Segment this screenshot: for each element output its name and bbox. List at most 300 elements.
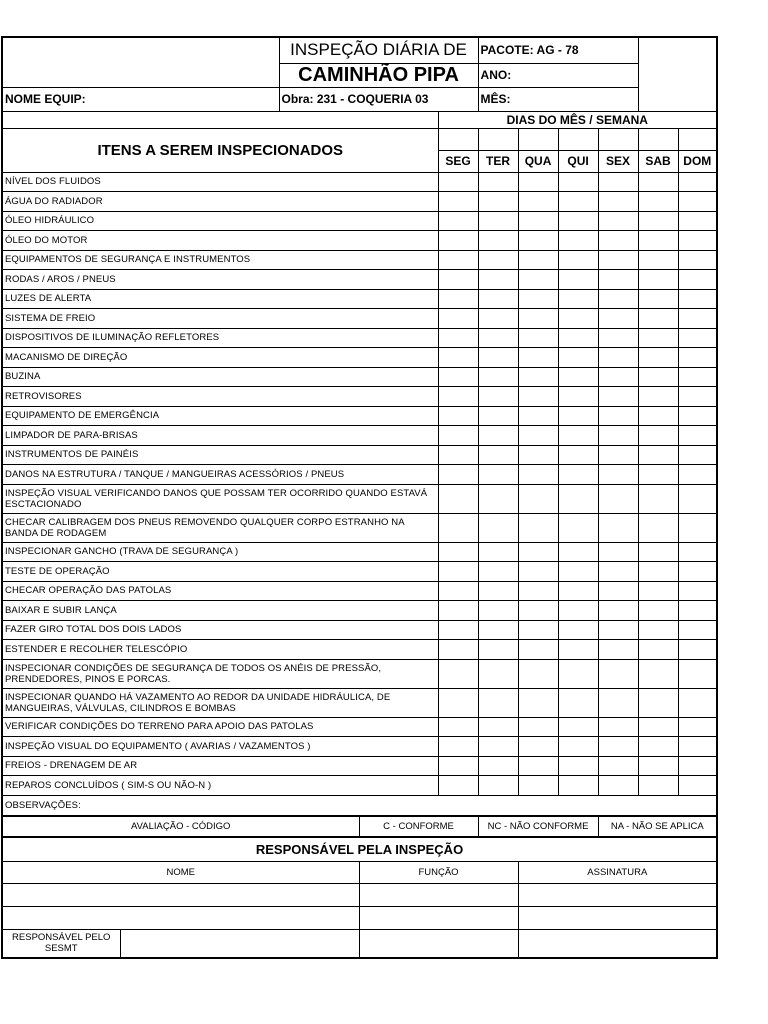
check-cell[interactable] [598,348,638,368]
check-cell[interactable] [518,620,558,640]
check-cell[interactable] [598,620,638,640]
table-row [2,192,717,212]
check-cell[interactable] [478,513,518,542]
check-cell[interactable] [598,231,638,251]
table-row [2,367,717,387]
check-cell[interactable] [598,367,638,387]
check-cell[interactable] [438,465,478,485]
check-cell[interactable] [638,542,678,562]
inspection-item-label: CHECAR OPERAÇÃO DAS PATOLAS [2,581,438,601]
check-cell[interactable] [598,737,638,757]
inspection-item-label: BUZINA [2,367,438,387]
check-cell[interactable] [678,688,717,717]
check-cell[interactable] [438,309,478,329]
check-cell[interactable] [518,426,558,446]
check-cell[interactable] [598,717,638,737]
check-cell[interactable] [638,289,678,309]
check-cell[interactable] [558,465,598,485]
check-cell[interactable] [678,756,717,776]
inspection-item-label: RETROVISORES [2,387,438,407]
sesmt-funcao-input[interactable] [359,929,518,958]
check-cell[interactable] [678,717,717,737]
table-row [2,484,717,513]
pacote-label: PACOTE: AG - 78 [478,37,638,63]
assinatura-header: ASSINATURA [518,861,717,883]
check-cell[interactable] [518,367,558,387]
mes-field[interactable]: MÊS: [478,87,638,111]
check-cell[interactable] [518,406,558,426]
check-cell[interactable] [598,387,638,407]
check-cell[interactable] [638,620,678,640]
check-cell[interactable] [478,348,518,368]
check-cell[interactable] [598,659,638,688]
check-cell[interactable] [558,688,598,717]
check-cell[interactable] [478,542,518,562]
check-cell[interactable] [638,426,678,446]
inspection-table [1,36,718,959]
check-cell[interactable] [558,406,598,426]
table-row [2,348,717,368]
check-cell[interactable] [518,289,558,309]
inspection-item-label: ÁGUA DO RADIADOR [2,192,438,212]
check-cell[interactable] [438,406,478,426]
check-cell[interactable] [598,172,638,192]
assinatura-input[interactable] [518,883,717,906]
check-cell[interactable] [438,211,478,231]
check-cell[interactable] [678,406,717,426]
check-cell[interactable] [558,601,598,621]
check-cell[interactable] [558,542,598,562]
check-cell[interactable] [558,387,598,407]
check-cell[interactable] [518,309,558,329]
dias-mes-semana-label: DIAS DO MÊS / SEMANA [438,111,717,128]
check-cell[interactable] [638,270,678,290]
day-header-qui: QUI [558,150,598,172]
check-cell[interactable] [558,192,598,212]
sesmt-nome-input[interactable] [120,929,359,958]
day-date-cell[interactable] [638,128,678,150]
check-cell[interactable] [598,192,638,212]
day-date-cell[interactable] [558,128,598,150]
check-cell[interactable] [478,737,518,757]
check-cell[interactable] [638,737,678,757]
sesmt-assinatura-input[interactable] [518,929,717,958]
table-row [2,640,717,660]
check-cell[interactable] [638,659,678,688]
day-date-cell[interactable] [598,128,638,150]
check-cell[interactable] [678,542,717,562]
check-cell[interactable] [558,309,598,329]
check-cell[interactable] [638,309,678,329]
check-cell[interactable] [438,562,478,582]
check-cell[interactable] [558,513,598,542]
check-cell[interactable] [478,367,518,387]
check-cell[interactable] [518,688,558,717]
check-cell[interactable] [558,270,598,290]
check-cell[interactable] [518,640,558,660]
day-header-dom: DOM [678,150,717,172]
check-cell[interactable] [478,406,518,426]
check-cell[interactable] [638,211,678,231]
check-cell[interactable] [438,737,478,757]
check-cell[interactable] [438,289,478,309]
check-cell[interactable] [518,756,558,776]
nome-input[interactable] [2,883,359,906]
inspection-item-label: ÓLEO HIDRÁULICO [2,211,438,231]
check-cell[interactable] [438,542,478,562]
day-date-cell[interactable] [438,128,478,150]
ano-field[interactable]: ANO: [478,63,638,87]
check-cell[interactable] [678,445,717,465]
check-cell[interactable] [478,562,518,582]
check-cell[interactable] [558,717,598,737]
check-cell[interactable] [598,465,638,485]
inspection-item-label: MACANISMO DE DIREÇÃO [2,348,438,368]
check-cell[interactable] [438,601,478,621]
check-cell[interactable] [598,309,638,329]
check-cell[interactable] [598,270,638,290]
check-cell[interactable] [558,776,598,796]
check-cell[interactable] [678,172,717,192]
check-cell[interactable] [638,465,678,485]
check-cell[interactable] [438,756,478,776]
check-cell[interactable] [438,513,478,542]
check-cell[interactable] [478,328,518,348]
inspection-item-label: ESTENDER E RECOLHER TELESCÓPIO [2,640,438,660]
check-cell[interactable] [558,756,598,776]
check-cell[interactable] [638,756,678,776]
check-cell[interactable] [638,231,678,251]
check-cell[interactable] [478,601,518,621]
table-row [2,406,717,426]
check-cell[interactable] [558,640,598,660]
check-cell[interactable] [678,192,717,212]
table-row [2,250,717,270]
check-cell[interactable] [518,172,558,192]
table-row [2,601,717,621]
check-cell[interactable] [518,776,558,796]
itens-title: ITENS A SEREM INSPECIONADOS [2,128,438,172]
check-cell[interactable] [678,601,717,621]
check-cell[interactable] [438,172,478,192]
check-cell[interactable] [478,484,518,513]
check-cell[interactable] [598,562,638,582]
check-cell[interactable] [558,426,598,446]
observacoes-field[interactable]: OBSERVAÇÕES: [2,795,717,816]
check-cell[interactable] [558,172,598,192]
funcao-input[interactable] [359,906,518,929]
check-cell[interactable] [438,659,478,688]
check-cell[interactable] [518,250,558,270]
check-cell[interactable] [478,231,518,251]
check-cell[interactable] [438,581,478,601]
inspection-item-label: CHECAR CALIBRAGEM DOS PNEUS REMOVENDO QUALQUER CORPO ESTRANHO NA BANDA DE RODAGEM [2,513,438,542]
form-title-line2: CAMINHÃO PIPA [279,63,478,87]
check-cell[interactable] [558,445,598,465]
check-cell[interactable] [558,562,598,582]
check-cell[interactable] [598,406,638,426]
check-cell[interactable] [478,309,518,329]
check-cell[interactable] [438,231,478,251]
table-row [2,465,717,485]
check-cell[interactable] [478,289,518,309]
check-cell[interactable] [638,601,678,621]
check-cell[interactable] [678,640,717,660]
check-cell[interactable] [438,367,478,387]
table-row [2,717,717,737]
table-row [2,581,717,601]
check-cell[interactable] [598,445,638,465]
check-cell[interactable] [638,387,678,407]
inspection-item-label: ÓLEO DO MOTOR [2,231,438,251]
check-cell[interactable] [638,250,678,270]
table-row [2,211,717,231]
check-cell[interactable] [518,348,558,368]
check-cell[interactable] [638,581,678,601]
check-cell[interactable] [598,513,638,542]
check-cell[interactable] [478,192,518,212]
check-cell[interactable] [518,465,558,485]
check-cell[interactable] [678,231,717,251]
check-cell[interactable] [678,776,717,796]
check-cell[interactable] [678,211,717,231]
check-cell[interactable] [478,250,518,270]
check-cell[interactable] [558,231,598,251]
inspection-item-label: DANOS NA ESTRUTURA / TANQUE / MANGUEIRAS ACESSÓRIOS / PNEUS [2,465,438,485]
table-row [2,387,717,407]
header-blank-cell [2,37,279,87]
check-cell[interactable] [598,426,638,446]
inspection-item-label: EQUIPAMENTOS DE SEGURANÇA E INSTRUMENTOS [2,250,438,270]
check-cell[interactable] [558,737,598,757]
check-cell[interactable] [678,426,717,446]
check-cell[interactable] [438,348,478,368]
inspection-item-label: LUZES DE ALERTA [2,289,438,309]
inspection-item-label: INSTRUMENTOS DE PAINÉIS [2,445,438,465]
inspection-item-label: DISPOSITIVOS DE ILUMINAÇÃO REFLETORES [2,328,438,348]
inspection-item-label: SISTEMA DE FREIO [2,309,438,329]
check-cell[interactable] [438,620,478,640]
check-cell[interactable] [678,270,717,290]
check-cell[interactable] [478,172,518,192]
check-cell[interactable] [598,542,638,562]
day-date-cell[interactable] [678,128,717,150]
check-cell[interactable] [558,289,598,309]
check-cell[interactable] [678,289,717,309]
check-cell[interactable] [678,513,717,542]
check-cell[interactable] [678,737,717,757]
table-row [2,309,717,329]
check-cell[interactable] [438,426,478,446]
day-date-cell[interactable] [478,128,518,150]
check-cell[interactable] [598,581,638,601]
table-row [2,659,717,688]
check-cell[interactable] [558,328,598,348]
day-date-cell[interactable] [518,128,558,150]
check-cell[interactable] [598,776,638,796]
table-row [2,231,717,251]
check-cell[interactable] [478,756,518,776]
check-cell[interactable] [518,192,558,212]
check-cell[interactable] [598,328,638,348]
check-cell[interactable] [518,562,558,582]
check-cell[interactable] [678,484,717,513]
funcao-input[interactable] [359,883,518,906]
inspection-form [1,36,716,959]
check-cell[interactable] [598,756,638,776]
check-cell[interactable] [438,688,478,717]
table-row [2,513,717,542]
check-cell[interactable] [558,211,598,231]
inspection-item-label: VERIFICAR CONDIÇÕES DO TERRENO PARA APOIO DAS PATOLAS [2,717,438,737]
check-cell[interactable] [438,776,478,796]
check-cell[interactable] [518,270,558,290]
check-cell[interactable] [478,445,518,465]
check-cell[interactable] [518,601,558,621]
check-cell[interactable] [478,717,518,737]
check-cell[interactable] [678,348,717,368]
check-cell[interactable] [478,270,518,290]
check-cell[interactable] [558,659,598,688]
check-cell[interactable] [438,717,478,737]
check-cell[interactable] [638,776,678,796]
check-cell[interactable] [518,484,558,513]
table-row [2,328,717,348]
day-header-sex: SEX [598,150,638,172]
table-row [2,270,717,290]
check-cell[interactable] [518,445,558,465]
check-cell[interactable] [518,387,558,407]
check-cell[interactable] [478,620,518,640]
check-cell[interactable] [558,581,598,601]
check-cell[interactable] [478,776,518,796]
check-cell[interactable] [478,581,518,601]
check-cell[interactable] [478,211,518,231]
check-cell[interactable] [638,367,678,387]
check-cell[interactable] [438,250,478,270]
inspection-item-label: REPAROS CONCLUÍDOS ( SIM-S OU NÃO-N ) [2,776,438,796]
check-cell[interactable] [478,465,518,485]
inspection-item-label: FAZER GIRO TOTAL DOS DOIS LADOS [2,620,438,640]
inspection-item-label: INSPEÇÃO VISUAL VERIFICANDO DANOS QUE POSSAM TER OCORRIDO QUANDO ESTAVÁ ESCTACIONADO [2,484,438,513]
check-cell[interactable] [438,192,478,212]
check-cell[interactable] [638,172,678,192]
check-cell[interactable] [438,445,478,465]
check-cell[interactable] [558,348,598,368]
check-cell[interactable] [638,192,678,212]
table-row [2,562,717,582]
check-cell[interactable] [478,387,518,407]
check-cell[interactable] [678,581,717,601]
nome-input[interactable] [2,906,359,929]
check-cell[interactable] [518,211,558,231]
check-cell[interactable] [638,562,678,582]
table-row [2,688,717,717]
check-cell[interactable] [518,328,558,348]
table-row [2,756,717,776]
check-cell[interactable] [478,659,518,688]
check-cell[interactable] [598,211,638,231]
check-cell[interactable] [438,484,478,513]
check-cell[interactable] [518,717,558,737]
check-cell[interactable] [638,513,678,542]
check-cell[interactable] [678,309,717,329]
check-cell[interactable] [678,620,717,640]
check-cell[interactable] [638,484,678,513]
check-cell[interactable] [598,484,638,513]
inspection-item-label: INSPEÇÃO VISUAL DO EQUIPAMENTO ( AVARIAS / VAZAMENTOS ) [2,737,438,757]
check-cell[interactable] [518,513,558,542]
check-cell[interactable] [558,250,598,270]
nao-aplica-code: NA - NÃO SE APLICA [598,816,717,837]
assinatura-input[interactable] [518,906,717,929]
check-cell[interactable] [478,688,518,717]
table-row [2,289,717,309]
check-cell[interactable] [518,737,558,757]
check-cell[interactable] [518,231,558,251]
check-cell[interactable] [678,387,717,407]
nao-conforme-code: NC - NÃO CONFORME [478,816,598,837]
check-cell[interactable] [518,542,558,562]
day-header-qua: QUA [518,150,558,172]
responsavel-title: RESPONSÁVEL PELA INSPEÇÃO [2,837,717,861]
table-row [2,737,717,757]
check-cell[interactable] [638,328,678,348]
check-cell[interactable] [438,328,478,348]
check-cell[interactable] [598,250,638,270]
check-cell[interactable] [598,601,638,621]
check-cell[interactable] [678,250,717,270]
day-header-ter: TER [478,150,518,172]
nome-equip-field[interactable]: NOME EQUIP: [2,87,279,111]
check-cell[interactable] [678,367,717,387]
check-cell[interactable] [638,640,678,660]
check-cell[interactable] [678,659,717,688]
check-cell[interactable] [638,348,678,368]
table-row [2,620,717,640]
check-cell[interactable] [518,581,558,601]
day-header-seg: SEG [438,150,478,172]
check-cell[interactable] [598,640,638,660]
check-cell[interactable] [478,426,518,446]
check-cell[interactable] [558,367,598,387]
check-cell[interactable] [438,640,478,660]
inspection-item-label: LIMPADOR DE PARA-BRISAS [2,426,438,446]
table-row [2,776,717,796]
check-cell[interactable] [598,688,638,717]
table-row [2,542,717,562]
inspection-item-label: EQUIPAMENTO DE EMERGÊNCIA [2,406,438,426]
check-cell[interactable] [638,688,678,717]
check-cell[interactable] [438,387,478,407]
check-cell[interactable] [638,406,678,426]
check-cell[interactable] [598,289,638,309]
check-cell[interactable] [638,445,678,465]
check-cell[interactable] [438,270,478,290]
check-cell[interactable] [638,717,678,737]
inspection-item-label: NÍVEL DOS FLUIDOS [2,172,438,192]
check-cell[interactable] [558,484,598,513]
spacer-cell [2,111,438,128]
check-cell[interactable] [558,620,598,640]
inspection-item-label: TESTE DE OPERAÇÃO [2,562,438,582]
check-cell[interactable] [518,659,558,688]
check-cell[interactable] [678,465,717,485]
check-cell[interactable] [678,328,717,348]
check-cell[interactable] [678,562,717,582]
check-cell[interactable] [478,640,518,660]
inspection-item-label: BAIXAR E SUBIR LANÇA [2,601,438,621]
